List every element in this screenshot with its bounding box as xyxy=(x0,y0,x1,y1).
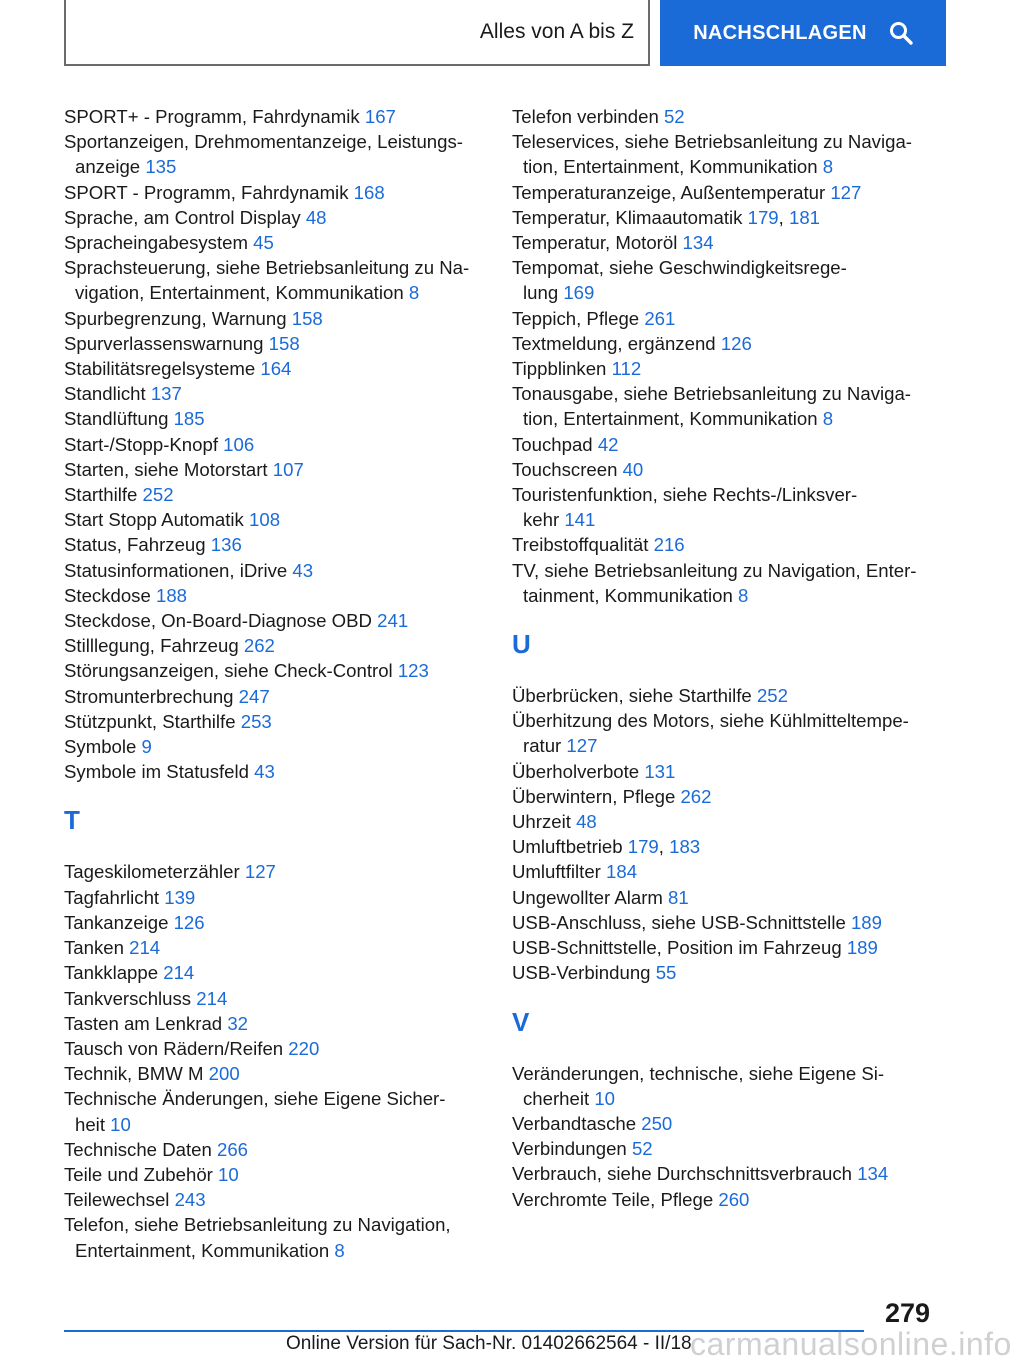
index-entry-text: SPORT - Programm, Fahrdynamik xyxy=(64,181,354,203)
index-entry xyxy=(64,230,484,255)
index-entry-text: Standlicht xyxy=(64,383,151,405)
index-entry-text: Teppich, Pflege xyxy=(512,307,645,329)
index-entry-text: SPORT+ - Programm, Fahrdynamik xyxy=(64,106,365,127)
index-entry-text: vigation, Entertainment, Kommunikation xyxy=(75,282,409,304)
index-entry xyxy=(512,180,932,205)
index-entry-text: kehr xyxy=(523,509,565,531)
page-reference-link[interactable]: 135 xyxy=(145,156,177,178)
page-reference-link[interactable]: 168 xyxy=(353,181,385,203)
page-reference-link[interactable]: 10 xyxy=(594,1087,616,1109)
index-entry-text: Touchscreen xyxy=(512,458,623,480)
index-entry xyxy=(64,331,484,356)
index-entry xyxy=(64,1086,484,1136)
index-entry xyxy=(512,1136,932,1161)
index-entry-text: Verbrauch, siehe Durchschnittsverbrauch xyxy=(512,1163,858,1185)
page-reference-link[interactable]: 108 xyxy=(249,509,281,531)
page-reference-link[interactable]: 8 xyxy=(822,156,834,178)
online-version-note: Online Version für Sach-Nr. 01402662564 - II/18 xyxy=(286,1333,692,1354)
index-entry xyxy=(64,507,484,532)
index-entry-text: tainment, Kommunikation xyxy=(523,584,738,606)
page-reference-link[interactable]: 43 xyxy=(292,559,314,581)
index-entry xyxy=(64,633,484,658)
index-entry-text: Stilllegung, Fahrzeug xyxy=(64,635,244,657)
index-entry-text: Uhrzeit xyxy=(512,811,577,833)
index-entry-text: Status, Fahrzeug xyxy=(64,534,211,556)
page-reference-link[interactable]: 247 xyxy=(238,685,270,707)
index-entry-text: Sportanzeigen, Drehmomentanzeige, Leistungs- xyxy=(64,131,463,153)
page-reference-link[interactable]: 189 xyxy=(850,911,882,933)
page-reference-link[interactable]: 241 xyxy=(377,610,409,632)
page-reference-link[interactable]: 184 xyxy=(606,861,638,883)
index-entry xyxy=(64,583,484,608)
index-entry xyxy=(64,1011,484,1036)
page-reference-link[interactable]: 179 xyxy=(627,836,659,858)
index-entry-text: Treibstoffqualität xyxy=(512,534,654,556)
page-reference-link[interactable]: 10 xyxy=(110,1113,131,1135)
index-entry xyxy=(512,1111,932,1136)
index-entry xyxy=(64,1162,484,1187)
index-letter-heading: U xyxy=(512,629,531,660)
index-entry xyxy=(512,759,932,784)
page-reference-link[interactable]: 9 xyxy=(141,736,152,758)
index-entry-text: Temperatur, Klimaautomatik xyxy=(512,206,748,228)
index-entry-text: Steckdose, On-Board-Diagnose OBD xyxy=(64,610,378,632)
index-entry-text: Überbrücken, siehe Starthilfe xyxy=(512,685,757,707)
index-entry xyxy=(512,910,932,935)
page-reference-link[interactable]: 185 xyxy=(173,408,205,430)
index-entry xyxy=(64,960,484,985)
index-entry-text: USB-Verbindung xyxy=(512,962,656,984)
index-entry-text: Touristenfunktion, siehe Rechts-/Linksver- xyxy=(512,484,858,506)
index-entry-text: Verbindungen xyxy=(512,1138,632,1160)
index-entry xyxy=(64,406,484,431)
index-entry-text: Teleservices, siehe Betriebsanleitung zu Naviga- xyxy=(512,131,912,153)
page-reference-link[interactable]: 106 xyxy=(223,433,255,455)
index-entry xyxy=(512,859,932,884)
index-entry xyxy=(64,306,484,331)
index-entry-text: Teilewechsel xyxy=(64,1189,175,1211)
index-entry-text: Stabilitätsregelsysteme xyxy=(64,358,261,380)
index-entry-text: Start-/Stopp-Knopf xyxy=(64,433,224,455)
index-letter-heading: T xyxy=(64,805,80,836)
index-entry-text: Technische Änderungen, siehe Eigene Sicher- xyxy=(64,1088,446,1110)
index-entry xyxy=(512,230,932,255)
index-entry-text: tion, Entertainment, Kommunikation xyxy=(523,408,823,430)
page-reference-link[interactable]: 158 xyxy=(268,332,300,354)
index-entry-text: cherheit xyxy=(523,1087,595,1109)
page-reference-link[interactable]: 112 xyxy=(611,358,642,380)
index-entry-text: tion, Entertainment, Kommunikation xyxy=(523,156,823,178)
nachschlagen-label: NACHSCHLAGEN xyxy=(693,21,867,44)
index-entry-text: Überhitzung des Motors, siehe Kühlmitteltempe- xyxy=(512,710,909,732)
index-entry-text: Spurverlassenswarnung xyxy=(64,332,269,354)
index-entry-text: Überholverbote xyxy=(512,760,645,782)
index-entry xyxy=(512,129,932,179)
page-reference-link[interactable]: 266 xyxy=(216,1138,249,1160)
index-letter-heading: V xyxy=(512,1006,530,1037)
index-entry-text: Verchromte Teile, Pflege xyxy=(512,1188,719,1210)
page-reference-link[interactable]: 189 xyxy=(846,937,878,959)
section-tab-alles-von-a-bis-z[interactable] xyxy=(64,0,650,66)
page-reference-link[interactable]: 262 xyxy=(680,785,712,807)
index-entry xyxy=(512,255,932,305)
index-entry xyxy=(512,809,932,834)
page-reference-link[interactable]: 262 xyxy=(243,635,275,657)
index-entry xyxy=(64,1061,484,1086)
index-entry xyxy=(64,684,484,709)
page-reference-link[interactable]: 167 xyxy=(364,106,396,127)
index-entry xyxy=(64,1187,484,1212)
page-reference-link[interactable]: 126 xyxy=(173,911,205,933)
index-entry-text: Textmeldung, ergänzend xyxy=(512,332,721,354)
page-reference-link[interactable]: 181 xyxy=(789,206,821,228)
index-entry-text: Telefon verbinden xyxy=(512,106,664,127)
page-reference-link[interactable]: 42 xyxy=(597,433,619,455)
page-reference-link[interactable]: 127 xyxy=(244,861,276,883)
page-reference-link[interactable]: 137 xyxy=(150,383,182,405)
index-entry-text: Tankverschluss xyxy=(64,987,197,1009)
index-entry xyxy=(512,960,932,985)
page-reference-link[interactable]: 183 xyxy=(669,836,701,858)
index-entry-text: ratur xyxy=(523,735,567,757)
index-entry xyxy=(512,306,932,331)
index-entry xyxy=(64,205,484,230)
index-entry xyxy=(512,482,932,532)
page-reference-link[interactable]: 32 xyxy=(227,1012,248,1034)
index-entry xyxy=(512,1187,932,1212)
index-entry: Temperatur, Klimaautomatik 179, 181 xyxy=(512,206,821,228)
index-entry-text: Teile und Zubehör xyxy=(64,1163,219,1185)
page-reference-link[interactable]: 131 xyxy=(644,760,676,782)
index-entry-text: Überwintern, Pflege xyxy=(512,785,681,807)
page-reference-link[interactable]: 261 xyxy=(644,307,676,329)
index-entry xyxy=(64,432,484,457)
index-entry-text: USB-Anschluss, siehe USB-Schnittstelle xyxy=(512,911,851,933)
index-entry xyxy=(512,1161,932,1186)
index-entry-text: Spracheingabesystem xyxy=(64,232,254,254)
page-reference-link[interactable]: 260 xyxy=(718,1188,750,1210)
page-reference-link[interactable]: 48 xyxy=(305,206,327,228)
page-reference-link[interactable]: 158 xyxy=(291,307,323,329)
index-entry xyxy=(64,986,484,1011)
index-entry-text: anzeige xyxy=(75,156,146,178)
index-entry-text: Veränderungen, technische, siehe Eigene Si- xyxy=(512,1062,885,1084)
index-entry-text: Tankanzeige xyxy=(64,911,174,933)
index-entry-text: Tasten am Lenkrad xyxy=(64,1012,228,1034)
index-entry xyxy=(512,331,932,356)
page-reference-link[interactable]: 107 xyxy=(272,458,304,480)
index-entry-text: Tankklappe xyxy=(64,962,164,984)
index-entry-text: Tempomat, siehe Geschwindigkeitsrege- xyxy=(512,257,847,279)
index-entry xyxy=(64,910,484,935)
index-entry xyxy=(512,104,932,129)
index-entry xyxy=(512,381,932,431)
index-entry-text: Statusinformationen, iDrive xyxy=(64,559,293,581)
page-reference-link[interactable]: 179 xyxy=(747,206,779,228)
index-entry-text: Telefon, siehe Betriebsanleitung zu Navigation, xyxy=(64,1214,451,1236)
index-entry-text: Steckdose xyxy=(64,584,156,606)
index-entry xyxy=(64,558,484,583)
index-entry: Umluftbetrieb 179, 183 xyxy=(512,836,701,858)
page-reference-link[interactable]: 127 xyxy=(566,735,598,757)
index-column-left xyxy=(64,104,484,1263)
index-entry-text: Tagfahrlicht xyxy=(64,886,165,908)
index-entry-text: Tippblinken xyxy=(512,358,612,380)
index-entry xyxy=(64,482,484,507)
index-entry xyxy=(512,532,932,557)
page-reference-link[interactable]: 250 xyxy=(641,1112,673,1134)
index-entry-text: USB-Schnittstelle, Position im Fahrzeug xyxy=(512,937,847,959)
page-reference-link[interactable]: 8 xyxy=(822,408,834,430)
index-entry-text: Tonausgabe, siehe Betriebsanleitung zu Naviga- xyxy=(512,383,911,405)
index-entry-text: Spurbegrenzung, Warnung xyxy=(64,307,292,329)
index-entry xyxy=(64,104,484,129)
index-entry-text: Entertainment, Kommunikation xyxy=(75,1239,335,1261)
page-reference-link[interactable]: 141 xyxy=(564,509,596,531)
page-reference-link[interactable]: 8 xyxy=(737,584,749,606)
index-entry xyxy=(64,180,484,205)
page-reference-link[interactable]: 216 xyxy=(653,534,685,556)
index-entry-text: Verbandtasche xyxy=(512,1112,642,1134)
index-entry-text: Starthilfe xyxy=(64,484,143,506)
index-entry-text: Tausch von Rädern/Reifen xyxy=(64,1037,289,1059)
index-entry-text: Symbole xyxy=(64,736,142,758)
index-entry xyxy=(64,759,484,784)
page-reference-link[interactable]: 253 xyxy=(240,710,272,732)
index-entry xyxy=(64,709,484,734)
index-entry-text: Standlüftung xyxy=(64,408,174,430)
page-reference-link[interactable]: 123 xyxy=(397,660,429,682)
page-reference-link[interactable]: 169 xyxy=(563,282,595,304)
index-entry-text: Temperaturanzeige, Außentemperatur xyxy=(512,181,831,203)
index-entry xyxy=(64,658,484,683)
index-entry-text: Sprachsteuerung, siehe Betriebsanleitung zu Na- xyxy=(64,257,470,279)
index-entry xyxy=(64,129,484,179)
page-reference-link[interactable]: 127 xyxy=(830,181,862,203)
index-entry xyxy=(64,457,484,482)
page-reference-link[interactable]: 81 xyxy=(668,886,689,908)
index-entry xyxy=(64,1212,484,1262)
index-entry xyxy=(64,381,484,406)
index-entry-text: Symbole im Statusfeld xyxy=(64,761,255,783)
index-column-right xyxy=(512,104,932,1212)
page-reference-link[interactable]: 188 xyxy=(156,584,188,606)
index-entry xyxy=(512,356,932,381)
index-entry xyxy=(64,608,484,633)
page-reference-link[interactable]: 164 xyxy=(260,358,292,380)
page-reference-link[interactable]: 55 xyxy=(655,962,677,984)
page-reference-link[interactable]: 214 xyxy=(129,937,161,959)
index-entry-text: Temperatur, Motoröl xyxy=(512,232,683,254)
index-entry xyxy=(64,734,484,759)
page-reference-link[interactable]: 134 xyxy=(682,232,714,254)
page-reference-link[interactable]: 243 xyxy=(174,1189,206,1211)
page-reference-link[interactable]: 10 xyxy=(218,1163,239,1185)
index-entry xyxy=(64,356,484,381)
index-entry xyxy=(64,859,484,884)
watermark-logo: carmanualsonline.info xyxy=(690,1326,1012,1362)
page-reference-link[interactable]: 8 xyxy=(408,282,420,304)
page-reference-link[interactable]: 8 xyxy=(334,1239,345,1261)
section-tab-label: Alles von A bis Z xyxy=(479,20,634,43)
index-entry-text: TV, siehe Betriebsanleitung zu Navigation, Enter- xyxy=(512,559,917,581)
index-entry xyxy=(64,1036,484,1061)
page-reference-link[interactable]: 139 xyxy=(164,886,196,908)
index-entry-text: Sprache, am Control Display xyxy=(64,206,306,228)
page-reference-link[interactable]: 252 xyxy=(756,685,788,707)
index-entry xyxy=(64,885,484,910)
page-reference-link[interactable]: 45 xyxy=(253,232,274,254)
index-entry xyxy=(64,1137,484,1162)
page-reference-link[interactable]: 40 xyxy=(622,458,644,480)
index-entry xyxy=(64,935,484,960)
index-entry-text: Tanken xyxy=(64,937,130,959)
page-reference-link[interactable]: 48 xyxy=(576,811,597,833)
index-entry-text: Stromunterbrechung xyxy=(64,685,239,707)
index-entry xyxy=(64,255,484,305)
page-reference-link[interactable]: 214 xyxy=(163,962,195,984)
page-reference-link[interactable]: 52 xyxy=(663,106,685,127)
index-entry-text: Start Stopp Automatik xyxy=(64,509,250,531)
index-entry-text: Touchpad xyxy=(512,433,598,455)
index-entry-text: Tageskilometerzähler xyxy=(64,861,245,883)
index-entry xyxy=(512,935,932,960)
index-entry-text: Störungsanzeigen, siehe Check-Control xyxy=(64,660,398,682)
page-reference-link[interactable]: 252 xyxy=(142,484,174,506)
index-entry xyxy=(512,885,932,910)
search-icon[interactable] xyxy=(889,21,913,45)
index-entry-text: lung xyxy=(523,282,564,304)
index-entry xyxy=(512,558,932,608)
page-reference-link[interactable]: 220 xyxy=(288,1037,320,1059)
index-entry-text: Technik, BMW M xyxy=(64,1063,209,1085)
index-entry xyxy=(512,432,932,457)
index-entry-text: Umluftbetrieb xyxy=(512,836,628,858)
index-entry-text: heit xyxy=(75,1113,111,1135)
page-reference-link[interactable]: 126 xyxy=(720,332,752,354)
page-reference-link[interactable]: 52 xyxy=(631,1138,653,1160)
index-entry-text: Stützpunkt, Starthilfe xyxy=(64,710,241,732)
index-entry-text: Umluftfilter xyxy=(512,861,607,883)
index-entry xyxy=(512,1061,932,1111)
index-entry xyxy=(512,784,932,809)
page-reference-link[interactable]: 200 xyxy=(208,1063,240,1085)
index-entry-text: Ungewollter Alarm xyxy=(512,886,669,908)
nachschlagen-tab[interactable] xyxy=(660,0,946,66)
page-reference-link[interactable]: 134 xyxy=(857,1163,889,1185)
page-number: 279 xyxy=(884,1298,930,1328)
index-entry xyxy=(512,708,932,758)
index-entry xyxy=(64,532,484,557)
index-entry-text: Starten, siehe Motorstart xyxy=(64,458,273,480)
page-reference-link[interactable]: 136 xyxy=(210,534,242,556)
page-reference-link[interactable]: 43 xyxy=(254,761,275,783)
page-reference-link[interactable]: 214 xyxy=(196,987,228,1009)
index-entry xyxy=(512,457,932,482)
index-entry xyxy=(512,683,932,708)
index-entry-text: Technische Daten xyxy=(64,1138,217,1160)
